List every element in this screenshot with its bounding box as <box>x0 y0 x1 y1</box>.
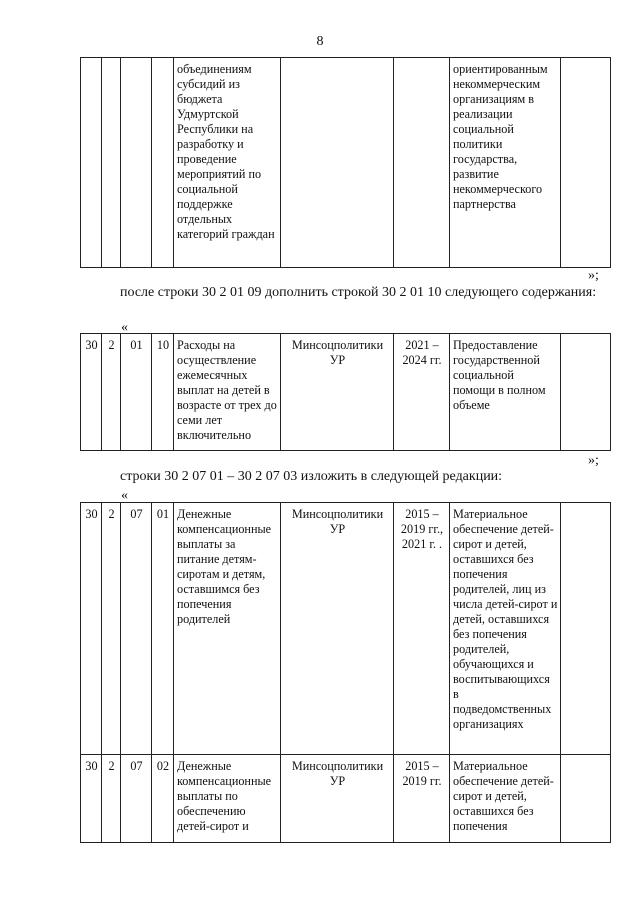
extra-cell <box>561 503 611 755</box>
result-cell: ориентированным некоммерческим организациям в реализации социальной политики государства, развитие некоммерческого партнерства <box>450 58 561 268</box>
code-program-cell: 30 <box>81 755 102 843</box>
paragraph-replace-rows: строки 30 2 07 01 – 30 2 07 03 изложить в следующей редакции: <box>120 469 503 484</box>
table-row <box>81 58 611 268</box>
extra-cell <box>561 334 611 451</box>
code-event-cell: 01 <box>121 334 152 451</box>
event-name-cell: Денежные компенсационные выплаты по обеспечению детей-сирот и <box>174 755 281 843</box>
code-program-cell <box>81 58 102 268</box>
table-row <box>81 755 611 843</box>
code-subprogram-cell: 2 <box>102 755 121 843</box>
event-name-cell: объединениям субсидий из бюджета Удмуртской Республики на разработку и проведение мероприятий по социальной поддержке отдельных категорий граждан <box>174 58 281 268</box>
page-number: 8 <box>316 34 324 49</box>
opening-quote: « <box>121 320 128 335</box>
period-cell: 2021 – 2024 гг. <box>394 334 450 451</box>
closing-quote: »; <box>588 453 599 468</box>
code-subevent-cell: 10 <box>152 334 174 451</box>
table-row <box>81 503 611 755</box>
code-subprogram-cell: 2 <box>102 334 121 451</box>
opening-quote: « <box>121 488 128 503</box>
executor-cell: Минсоцполитики УР <box>281 755 394 843</box>
program-table-new-row <box>80 333 611 451</box>
code-subprogram-cell <box>102 58 121 268</box>
paragraph-insert-row: после строки 30 2 01 09 дополнить строкой 30 2 01 10 следующего содержания: <box>120 285 597 300</box>
result-cell: Материальное обеспечение детей-сирот и детей, оставшихся без попечения <box>450 755 561 843</box>
executor-cell: Минсоцполитики УР <box>281 334 394 451</box>
result-cell: Предоставление государственной социальной помощи в полном объеме <box>450 334 561 451</box>
code-event-cell <box>121 58 152 268</box>
executor-cell: Минсоцполитики УР <box>281 503 394 755</box>
program-table-continued <box>80 57 611 268</box>
result-cell: Материальное обеспечение детей-сирот и детей, оставшихся без попечения родителей, лиц из числа детей-сирот и детей, оставшихся без попечения родителей, обучающихся и воспитывающихся в подведомственных организациях <box>450 503 561 755</box>
code-event-cell: 07 <box>121 503 152 755</box>
code-subevent-cell: 02 <box>152 755 174 843</box>
code-subevent-cell <box>152 58 174 268</box>
executor-cell <box>281 58 394 268</box>
code-subevent-cell: 01 <box>152 503 174 755</box>
code-subprogram-cell: 2 <box>102 503 121 755</box>
code-program-cell: 30 <box>81 503 102 755</box>
period-cell: 2015 – 2019 гг. <box>394 755 450 843</box>
closing-quote: »; <box>588 268 599 283</box>
extra-cell <box>561 58 611 268</box>
event-name-cell: Денежные компенсационные выплаты за питание детям-сиротам и детям, оставшимся без попечения родителей <box>174 503 281 755</box>
extra-cell <box>561 755 611 843</box>
period-cell: 2015 – 2019 гг., 2021 г. . <box>394 503 450 755</box>
code-event-cell: 07 <box>121 755 152 843</box>
period-cell <box>394 58 450 268</box>
code-program-cell: 30 <box>81 334 102 451</box>
event-name-cell: Расходы на осуществление ежемесячных выплат на детей в возрасте от трех до семи лет включительно <box>174 334 281 451</box>
table-row <box>81 334 611 451</box>
program-table-replaced-rows <box>80 502 611 843</box>
